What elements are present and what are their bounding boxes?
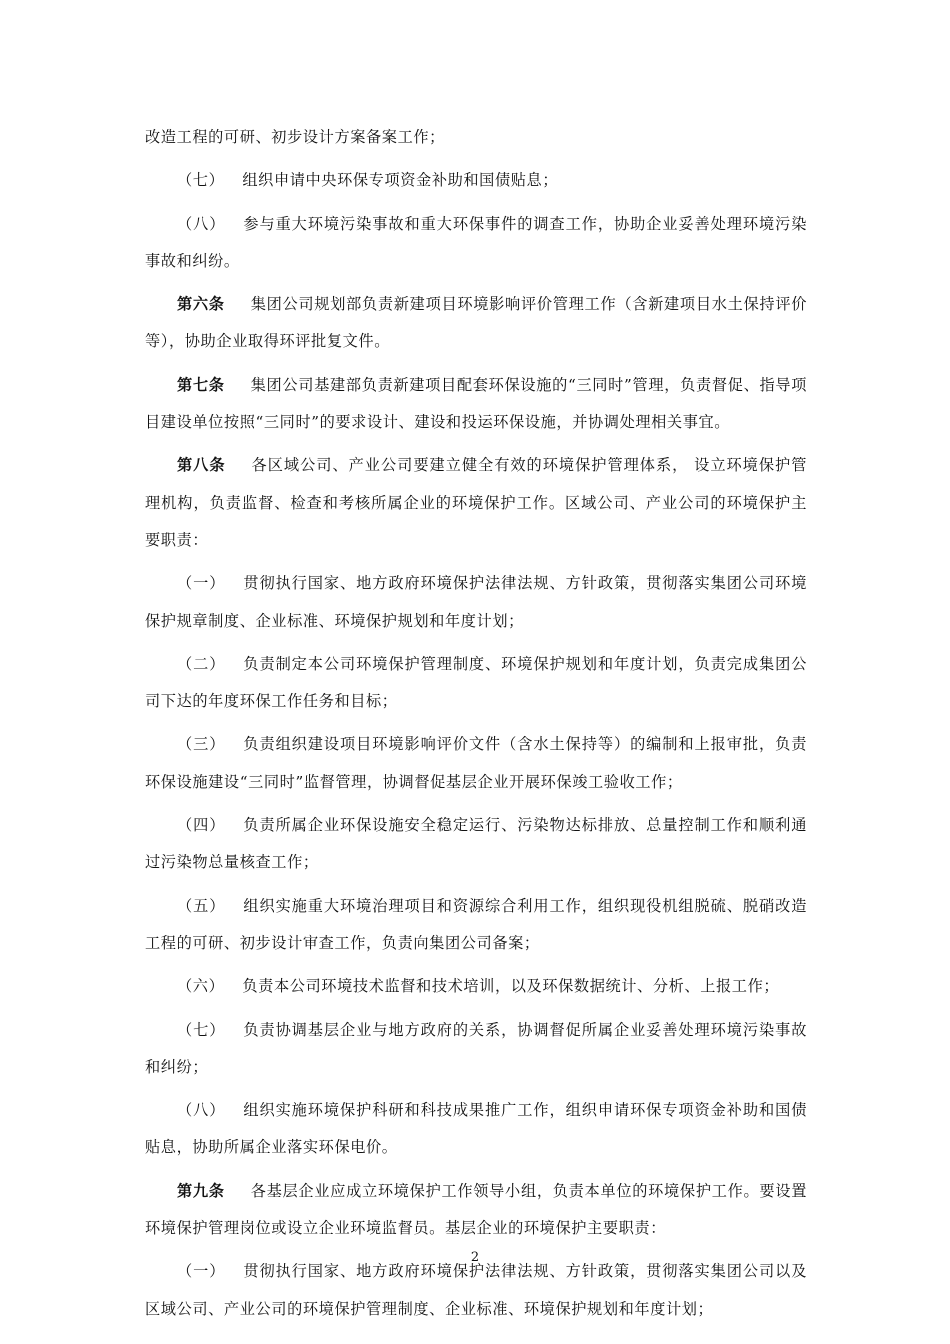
item-text: 贯彻执行国家、地方政府环境保护法律法规、方针政策，贯彻落实集团公司环境保护规章制度、企业标准、环境保护规划和年度计划；: [145, 574, 807, 630]
article-text: 各基层企业应成立环境保护工作领导小组，负责本单位的环境保护工作。要设置环境保护管理岗位或设立企业环境监督员。基层企业的环境保护主要职责：: [145, 1181, 807, 1238]
list-item: [145, 726, 807, 801]
item-text: 贯彻执行国家、地方政府环境保护法律法规、方针政策，贯彻落实集团公司以及区域公司、产业公司的环境保护管理制度、企业标准、环境保护规划和年度计划；: [145, 1262, 807, 1318]
document-body: [145, 119, 807, 1334]
item-number: （一）: [177, 574, 226, 593]
item-number: （一）: [177, 1262, 226, 1281]
item-number: （八）: [177, 1101, 226, 1120]
item-number: （八）: [177, 214, 226, 233]
item-text: 组织实施重大环境治理项目和资源综合利用工作，组织现役机组脱硫、脱硝改造工程的可研、初步设计审查工作，负责向集团公司备案；: [145, 896, 807, 952]
item-text: 组织申请中央环保专项资金补助和国债贴息；: [242, 171, 559, 190]
item-text: 负责制定本公司环境保护管理制度、环境保护规划和年度计划，负责完成集团公司下达的年度环保工作任务和目标；: [145, 654, 807, 711]
page-number: 2: [470, 1250, 480, 1265]
article-text: 集团公司规划部负责新建项目环境影响评价管理工作（含新建项目水土保持评价等），协助企业取得环评批复文件。: [145, 295, 807, 351]
article-text: 各区域公司、产业公司要建立健全有效的环境保护管理体系， 设立环境保护管理机构，负责监督、检查和考核所属企业的环境保护工作。区域公司、产业公司的环境保护主要职责：: [145, 456, 808, 549]
article-number: 第六条: [177, 295, 225, 314]
article-number: 第九条: [177, 1181, 225, 1200]
list-item: [145, 807, 807, 882]
article-number: 第七条: [177, 375, 225, 394]
list-item: [145, 1012, 807, 1087]
list-item: [145, 206, 807, 281]
item-text: 参与重大环境污染事故和重大环保事件的调查工作，协助企业妥善处理环境污染事故和纠纷。: [145, 214, 807, 270]
list-item: [145, 565, 807, 640]
item-number: （六）: [177, 977, 225, 996]
paragraph-text: 改造工程的可研、初步设计方案备案工作；: [145, 128, 445, 146]
item-text: 组织实施环境保护科研和科技成果推广工作，组织申请环保专项资金补助和国债贴息，协助所属企业落实环保电价。: [145, 1101, 807, 1157]
list-item: [145, 646, 807, 721]
item-number: （二）: [177, 654, 226, 673]
article-paragraph: [145, 286, 807, 361]
list-item: [145, 888, 807, 963]
article-number: 第八条: [177, 456, 226, 475]
article-paragraph: [145, 367, 807, 442]
list-item: [145, 968, 807, 1005]
article-paragraph: [145, 447, 807, 559]
item-number: （三）: [177, 735, 226, 754]
list-item: [145, 1092, 807, 1167]
article-text: 集团公司基建部负责新建项目配套环保设施的“三同时”管理，负责督促、指导项目建设单位按照“三同时”的要求设计、建设和投运环保设施，并协调处理相关事宜。: [145, 375, 807, 432]
item-number: （七）: [177, 171, 225, 190]
item-text: 负责协调基层企业与地方政府的关系，协调督促所属企业妥善处理环境污染事故和纠纷；: [145, 1020, 807, 1076]
article-paragraph: [145, 1173, 807, 1248]
item-number: （七）: [177, 1020, 226, 1039]
item-text: 负责组织建设项目环境影响评价文件（含水土保持等）的编制和上报审批，负责环保设施建设“三同时”监督管理，协调督促基层企业开展环保竣工验收工作；: [145, 735, 807, 791]
item-text: 负责本公司环境技术监督和技术培训，以及环保数据统计、分析、上报工作；: [242, 977, 780, 996]
paragraph-continuation: [145, 119, 807, 156]
list-item: [145, 162, 807, 199]
item-number: （四）: [177, 816, 226, 835]
item-text: 负责所属企业环保设施安全稳定运行、污染物达标排放、总量控制工作和顺利通过污染物总量核查工作；: [145, 816, 807, 872]
item-number: （五）: [177, 896, 226, 915]
